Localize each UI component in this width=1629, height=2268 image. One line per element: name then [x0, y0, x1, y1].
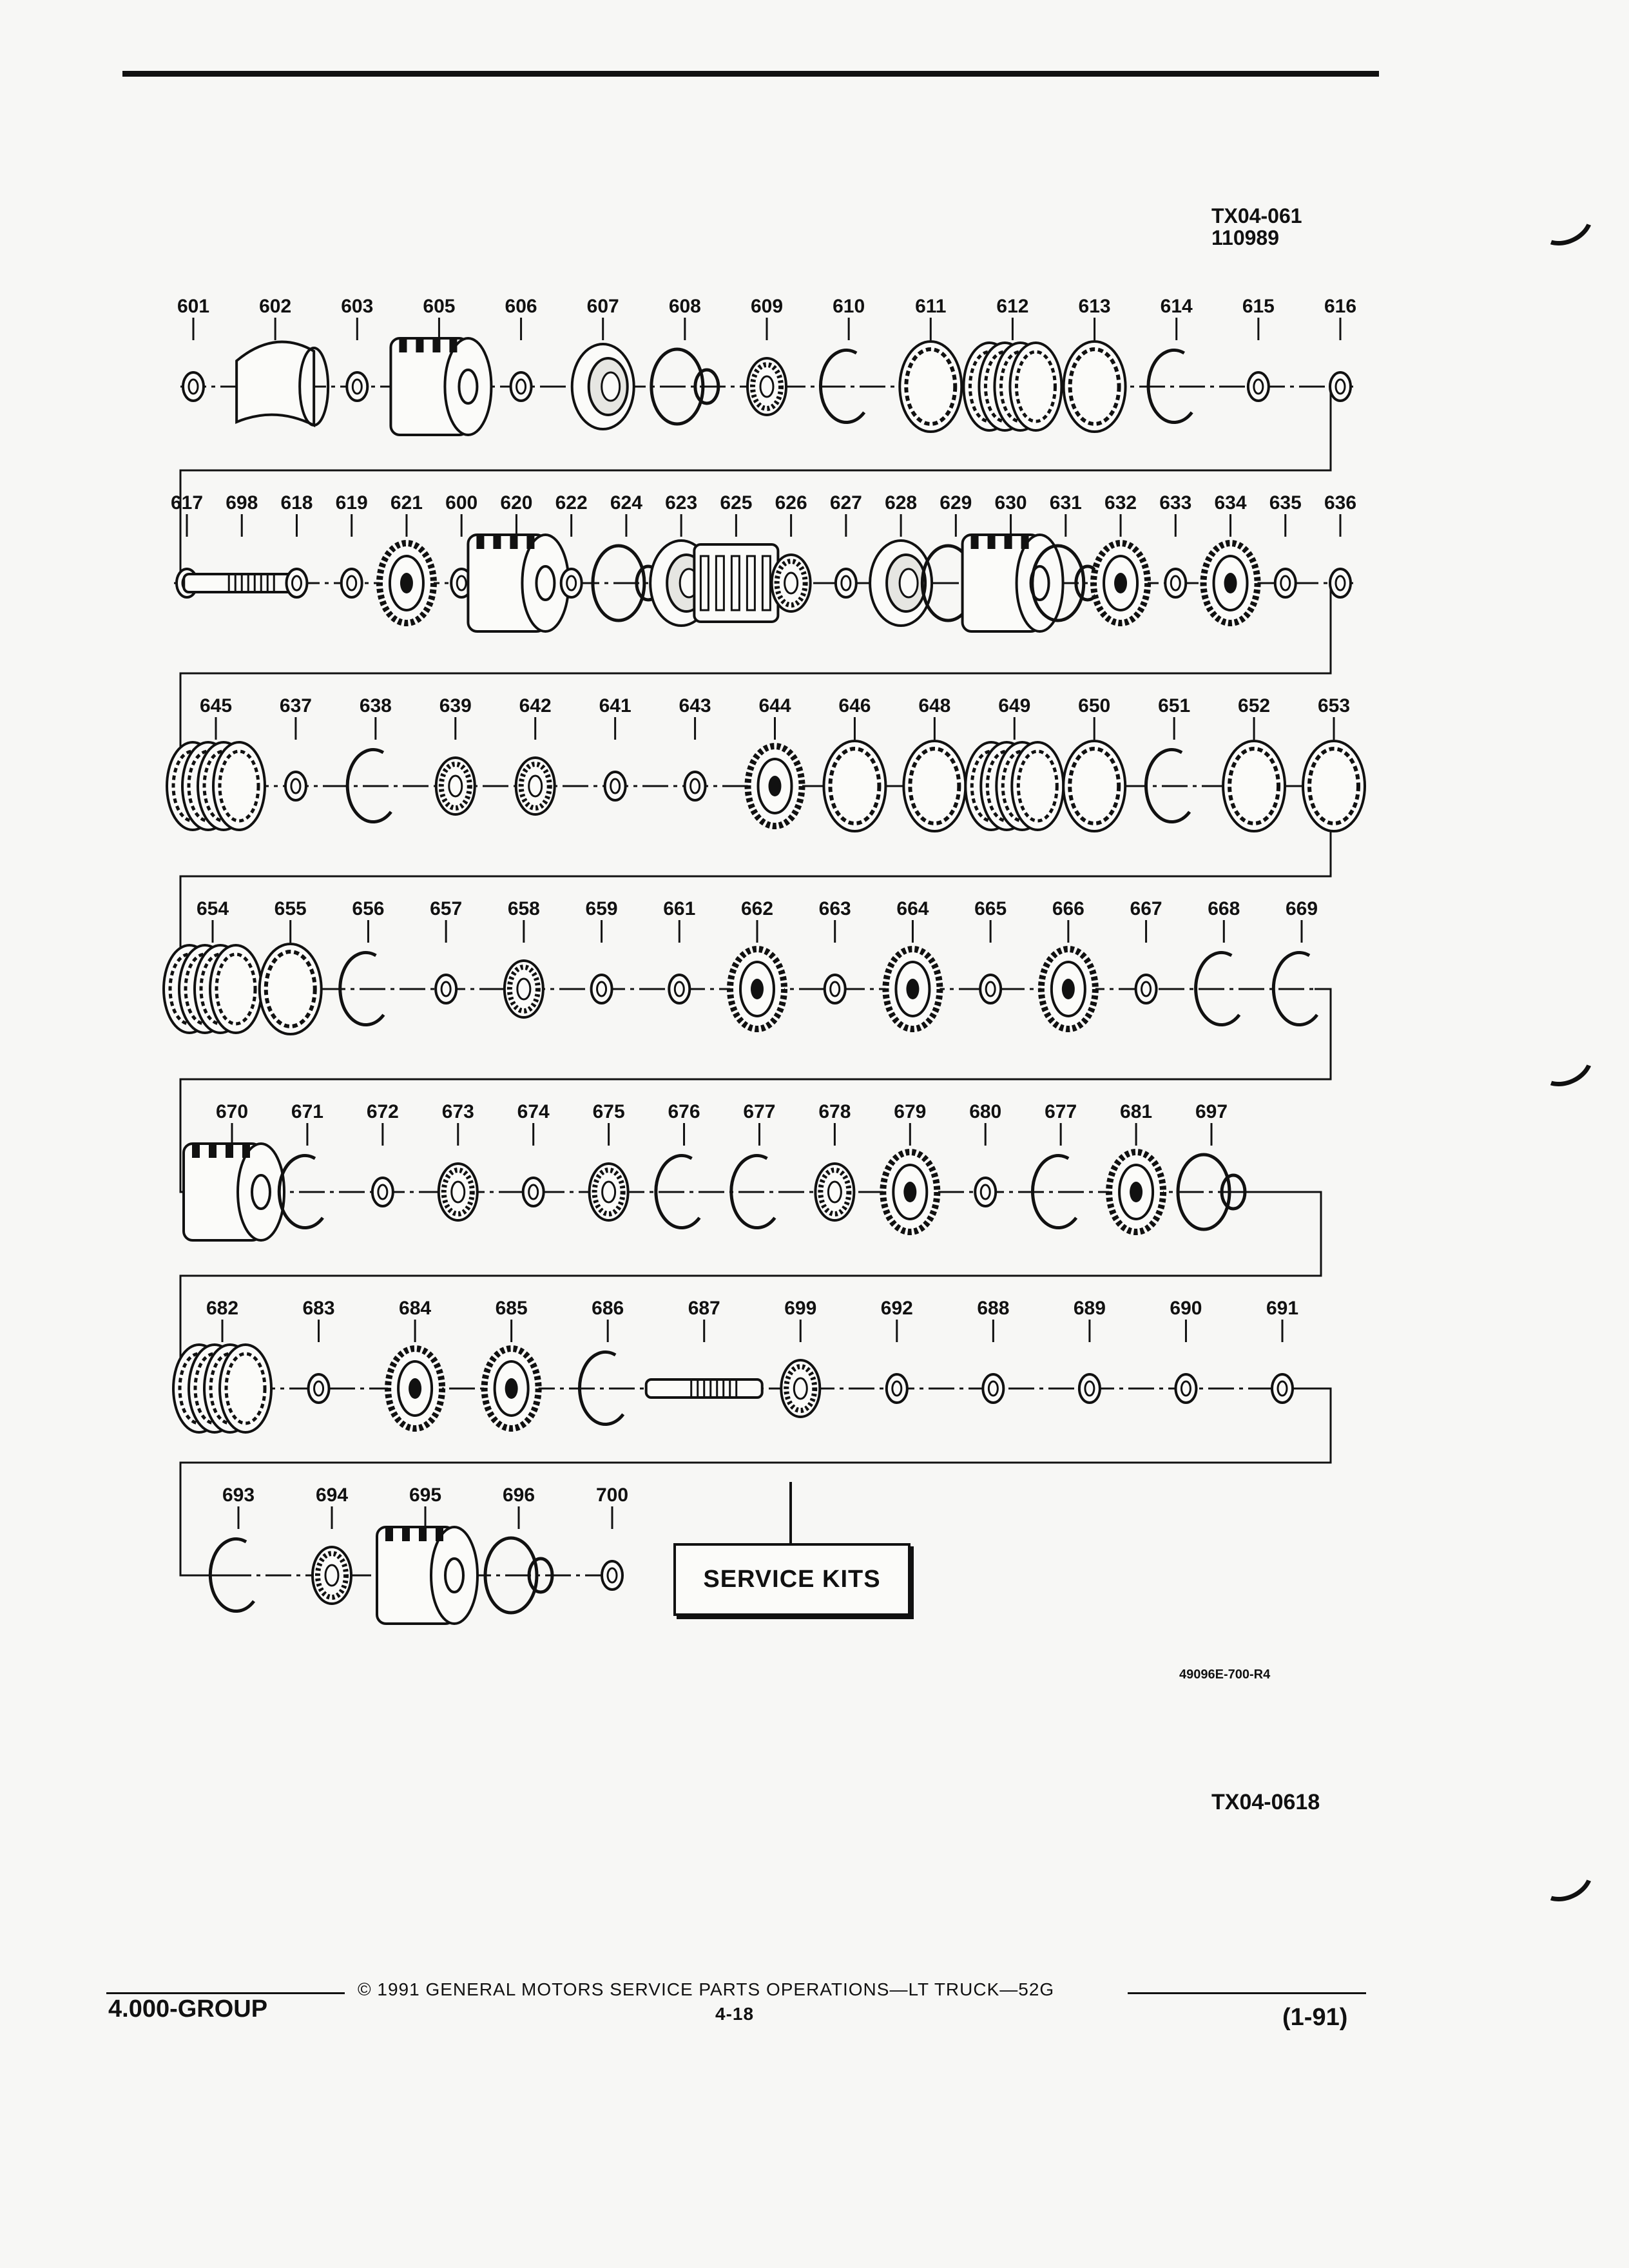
part-655 [260, 898, 322, 1034]
part-668 [1196, 898, 1240, 1025]
part-label: 628 [885, 492, 918, 514]
part-label: 685 [495, 1298, 528, 1319]
part-label: 625 [720, 492, 753, 514]
part-label: 632 [1104, 492, 1137, 514]
service-kits-label: SERVICE KITS [703, 1566, 881, 1593]
part-689 [1074, 1298, 1106, 1403]
part-602 [236, 296, 328, 425]
part-label: 696 [502, 1485, 535, 1506]
part-683 [303, 1298, 335, 1403]
part-605 [390, 296, 491, 435]
part-label: 639 [439, 695, 472, 716]
part-label: 634 [1214, 492, 1247, 514]
part-666 [1041, 898, 1095, 1029]
part-label: 649 [998, 695, 1031, 716]
service-kits-box [673, 1543, 911, 1616]
part-label: 667 [1130, 898, 1162, 919]
part-label: 675 [592, 1101, 625, 1122]
part-615 [1242, 296, 1275, 401]
part-677 [731, 1101, 776, 1228]
parts-row [171, 492, 1356, 631]
part-638 [347, 695, 392, 822]
part-label: 662 [740, 898, 774, 919]
part-646 [824, 695, 885, 831]
part-label: 666 [1052, 898, 1084, 919]
footer-copyright: © 1991 GENERAL MOTORS SERVICE PARTS OPERATIONS—LT TRUCK—52G [358, 1979, 1055, 1999]
footer-rule-right [1128, 1992, 1366, 1994]
part-699 [781, 1298, 820, 1417]
part-684 [388, 1298, 442, 1428]
part-label: 616 [1324, 296, 1357, 317]
part-664 [885, 898, 940, 1029]
part-label: 601 [177, 296, 210, 317]
part-label: 611 [915, 296, 947, 317]
part-label: 619 [335, 492, 368, 514]
part-label: 607 [586, 296, 619, 317]
part-616 [1324, 296, 1356, 401]
part-label: 670 [215, 1101, 249, 1122]
part-634 [1204, 492, 1258, 623]
part-label: 651 [1158, 695, 1191, 716]
part-673 [439, 1101, 477, 1220]
part-682 [173, 1298, 271, 1432]
part-label: 697 [1195, 1101, 1228, 1122]
part-label: 623 [665, 492, 698, 514]
part-633 [1159, 492, 1191, 597]
part-label: 650 [1078, 695, 1111, 716]
part-label: 630 [994, 492, 1027, 514]
part-663 [819, 898, 851, 1003]
part-670 [184, 1101, 284, 1240]
part-642 [516, 695, 555, 814]
part-label: 645 [199, 695, 233, 716]
part-label: 661 [663, 898, 696, 919]
part-685 [485, 1298, 539, 1428]
part-692 [881, 1298, 913, 1403]
part-643 [679, 695, 711, 800]
part-label: 613 [1078, 296, 1111, 317]
part-label: 674 [517, 1101, 550, 1122]
part-656 [340, 898, 385, 1025]
part-label: 677 [1045, 1101, 1077, 1122]
part-606 [505, 296, 537, 401]
part-675 [590, 1101, 628, 1220]
part-624 [593, 492, 660, 620]
part-671 [279, 1101, 323, 1228]
part-625 [694, 492, 778, 622]
part-label: 687 [688, 1298, 720, 1319]
part-649 [965, 695, 1063, 830]
part-645 [167, 695, 265, 830]
part-label: 700 [595, 1485, 629, 1506]
part-628 [870, 492, 932, 626]
part-label: 659 [585, 898, 618, 919]
part-661 [663, 898, 695, 1003]
part-613 [1064, 296, 1126, 432]
part-label: 676 [668, 1101, 700, 1122]
part-651 [1146, 695, 1190, 822]
part-614 [1148, 296, 1193, 423]
part-658 [505, 898, 543, 1017]
part-636 [1324, 492, 1356, 597]
figure-code: 49096E-700-R4 [1179, 1667, 1271, 1682]
part-label: 669 [1285, 898, 1318, 919]
part-label: 686 [592, 1298, 624, 1319]
part-609 [747, 296, 786, 415]
part-688 [977, 1298, 1009, 1403]
part-650 [1063, 695, 1125, 831]
part-label: 653 [1317, 695, 1351, 716]
part-610 [820, 296, 865, 423]
header-ref-line-2: 110989 [1211, 226, 1280, 249]
part-674 [517, 1101, 550, 1206]
part-648 [903, 695, 965, 831]
part-690 [1170, 1298, 1202, 1403]
part-662 [730, 898, 784, 1029]
part-627 [830, 492, 862, 597]
part-676 [656, 1101, 700, 1228]
part-693 [210, 1485, 255, 1611]
part-label: 689 [1073, 1298, 1106, 1319]
part-label: 621 [390, 492, 423, 514]
part-label: 618 [280, 492, 313, 514]
part-label: 617 [170, 492, 204, 514]
part-label: 609 [750, 296, 784, 317]
part-label: 627 [829, 492, 862, 514]
part-611 [900, 296, 961, 432]
part-label: 699 [784, 1298, 817, 1319]
part-label: 612 [996, 296, 1029, 317]
part-659 [586, 898, 618, 1003]
part-label: 688 [977, 1298, 1010, 1319]
part-679 [883, 1101, 937, 1232]
part-label: 646 [838, 695, 871, 716]
part-label: 602 [259, 296, 292, 317]
part-700 [596, 1485, 628, 1590]
part-label: 600 [445, 492, 478, 514]
part-label: 673 [441, 1101, 474, 1122]
part-label: 684 [399, 1298, 432, 1319]
parts-row [184, 1101, 1245, 1240]
part-label: 637 [279, 695, 312, 716]
part-label: 672 [366, 1101, 399, 1122]
part-667 [1130, 898, 1162, 1003]
header-ref-line-1: TX04-061 [1211, 204, 1302, 227]
part-label: 631 [1049, 492, 1082, 514]
part-label: 668 [1208, 898, 1240, 919]
part-label: 643 [679, 695, 711, 716]
part-639 [436, 695, 475, 814]
part-label: 610 [833, 296, 865, 317]
footer-date: (1-91) [1282, 2004, 1348, 2031]
part-label: 603 [341, 296, 374, 317]
part-618 [280, 492, 313, 597]
part-label: 693 [222, 1485, 255, 1506]
parts-row [210, 1485, 628, 1624]
part-697 [1178, 1101, 1245, 1229]
part-label: 626 [775, 492, 807, 514]
part-label: 680 [969, 1101, 1002, 1122]
part-label: 642 [519, 695, 552, 716]
part-label: 648 [918, 695, 951, 716]
part-601 [177, 296, 209, 401]
part-label: 638 [359, 695, 392, 716]
part-label: 624 [610, 492, 642, 514]
part-669 [1273, 898, 1318, 1025]
part-label: 641 [599, 695, 631, 716]
part-label: 678 [818, 1101, 851, 1122]
part-695 [377, 1485, 477, 1624]
part-label: 636 [1324, 492, 1357, 514]
part-657 [430, 898, 462, 1003]
parts-row [173, 1298, 1298, 1432]
part-label: 677 [743, 1101, 776, 1122]
part-label: 606 [505, 296, 537, 317]
part-label: 698 [226, 492, 258, 514]
footer-page-number: 4-18 [715, 2004, 755, 2024]
part-641 [599, 695, 631, 800]
part-635 [1269, 492, 1302, 597]
part-label: 629 [940, 492, 972, 514]
part-label: 671 [291, 1101, 323, 1122]
part-label: 679 [894, 1101, 927, 1122]
part-label: 635 [1269, 492, 1302, 514]
part-694 [313, 1485, 351, 1604]
parts-row [164, 898, 1318, 1034]
part-label: 620 [500, 492, 533, 514]
part-label: 663 [818, 898, 851, 919]
part-672 [367, 1101, 399, 1206]
part-686 [580, 1298, 624, 1425]
part-label: 695 [409, 1485, 442, 1506]
part-680 [969, 1101, 1001, 1206]
part-619 [336, 492, 368, 597]
footer-rule-left [106, 1992, 345, 1994]
part-label: 633 [1159, 492, 1192, 514]
part-637 [280, 695, 312, 800]
part-label: 692 [880, 1298, 913, 1319]
part-654 [164, 898, 262, 1033]
part-label: 657 [430, 898, 463, 919]
figure-ref: TX04-0618 [1211, 1790, 1320, 1814]
part-607 [572, 296, 634, 429]
part-653 [1303, 695, 1365, 831]
part-label: 655 [274, 898, 307, 919]
part-label: 644 [758, 695, 791, 716]
part-678 [815, 1101, 854, 1220]
part-label: 683 [302, 1298, 335, 1319]
parts-rows [164, 296, 1365, 1624]
part-label: 681 [1120, 1101, 1153, 1122]
part-label: 694 [315, 1485, 349, 1506]
part-687 [646, 1298, 762, 1398]
part-696 [485, 1485, 552, 1613]
part-label: 656 [352, 898, 385, 919]
part-label: 622 [555, 492, 588, 514]
part-691 [1266, 1298, 1298, 1403]
part-label: 614 [1160, 296, 1193, 317]
parts-row [177, 296, 1356, 435]
part-label: 690 [1170, 1298, 1202, 1319]
part-label: 615 [1242, 296, 1275, 317]
part-label: 654 [196, 898, 229, 919]
part-label: 665 [974, 898, 1007, 919]
part-608 [651, 296, 718, 424]
part-603 [341, 296, 373, 401]
part-681 [1109, 1101, 1163, 1232]
part-632 [1094, 492, 1148, 623]
part-677 [1033, 1101, 1077, 1228]
part-label: 658 [507, 898, 540, 919]
part-621 [380, 492, 434, 623]
part-label: 608 [668, 296, 701, 317]
part-label: 691 [1266, 1298, 1299, 1319]
part-label: 652 [1238, 695, 1271, 716]
part-665 [974, 898, 1007, 1003]
part-612 [963, 296, 1061, 430]
part-label: 605 [423, 296, 456, 317]
service-kits-leader [789, 1482, 792, 1543]
parts-row [167, 695, 1365, 831]
part-630 [963, 492, 1063, 631]
part-644 [748, 695, 802, 826]
part-label: 682 [206, 1298, 239, 1319]
part-label: 664 [896, 898, 929, 919]
footer-group: 4.000-GROUP [108, 1995, 268, 2023]
part-652 [1223, 695, 1285, 831]
part-620 [468, 492, 568, 631]
